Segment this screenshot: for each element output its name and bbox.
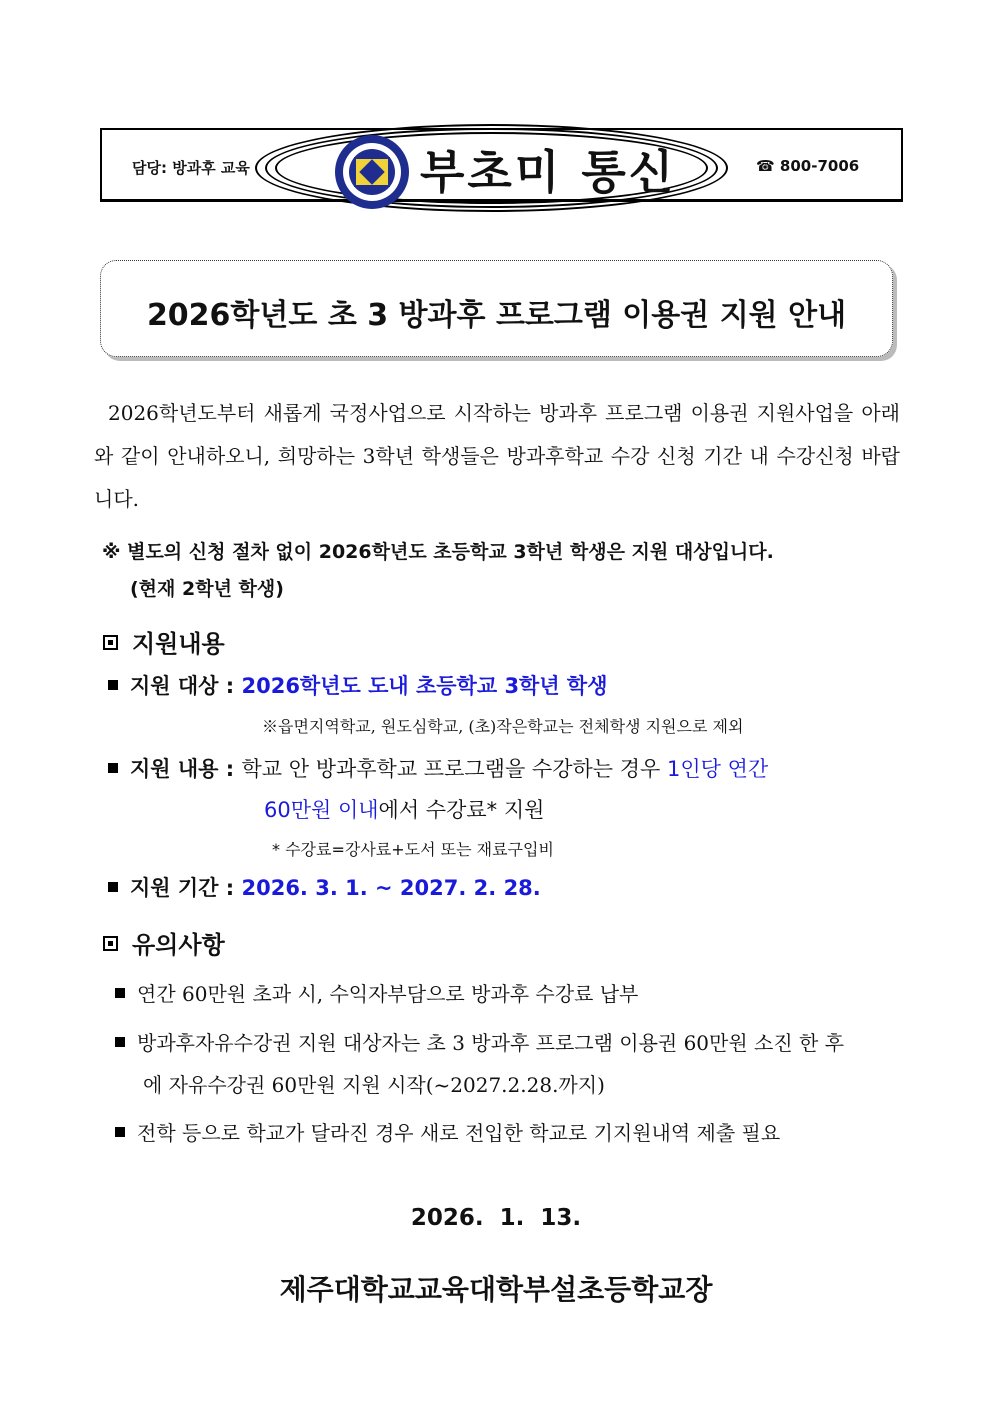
school-emblem-icon	[335, 135, 409, 209]
support-content: 지원 내용 : 학교 안 방과후학교 프로그램을 수강하는 경우 1인당 연간	[108, 753, 768, 783]
signer-name: 제주대학교교육대학부설초등학교장	[279, 1273, 713, 1306]
support-content-line2: 60만원 이내에서 수강료* 지원	[264, 798, 545, 822]
caution-item-2-cont: 에 자유수강권 60만원 지원 시작(~2027.2.28.까지)	[143, 1073, 605, 1097]
caution-item-2: 방과후자유수강권 지원 대상자는 초 3 방과후 프로그램 이용권 60만원 소진 한 후	[115, 1027, 844, 1056]
support-target: 지원 대상 : 2026학년도 도내 초등학교 3학년 학생	[108, 670, 608, 700]
bullet-square-icon	[115, 988, 125, 998]
bullet-square-icon	[115, 1127, 125, 1137]
bullet-square-icon	[108, 763, 118, 773]
support-heading: 지원내용	[103, 624, 225, 659]
intro-paragraph: 2026학년도부터 새롭게 국정사업으로 시작하는 방과후 프로그램 이용권 지원사업을 아래와 같이 안내하오니, 희망하는 3학년 학생들은 방과후학교 수강 신청 기간 내 수강신청 바랍니다.	[94, 401, 900, 511]
caution-heading: 유의사항	[103, 925, 225, 960]
section-box-icon	[103, 635, 118, 650]
support-target-value: 2026학년도 도내 초등학교 3학년 학생	[241, 674, 608, 698]
bullet-square-icon	[115, 1037, 125, 1047]
support-target-note: ※읍면지역학교, 원도심학교, (초)작은학교는 전체학생 지원으로 제외	[262, 717, 744, 736]
document-title: 2026학년도 초 3 방과후 프로그램 이용권 지원 안내	[146, 298, 847, 333]
issue-date: 2026. 1. 13.	[410, 1205, 582, 1231]
contact-phone: ☎ 800-7006	[756, 157, 860, 175]
contact-department: 담당: 방과후 교육	[132, 159, 250, 177]
support-period-value: 2026. 3. 1. ~ 2027. 2. 28.	[241, 876, 541, 900]
bullet-square-icon	[108, 882, 118, 892]
newsletter-title: 부초미 통신	[420, 145, 677, 199]
notice-line1: ※ 별도의 신청 절차 없이 2026학년도 초등학교 3학년 학생은 지원 대상입니다.	[102, 541, 774, 563]
caution-item-1: 연간 60만원 초과 시, 수익자부담으로 방과후 수강료 납부	[115, 978, 638, 1007]
notice-line2: (현재 2학년 학생)	[130, 578, 284, 600]
section-box-icon	[103, 936, 118, 951]
caution-item-3: 전학 등으로 학교가 달라진 경우 새로 전입한 학교로 기지원내역 제출 필요	[115, 1117, 780, 1146]
support-content-note: * 수강료=강사료+도서 또는 재료구입비	[272, 840, 554, 859]
bullet-square-icon	[108, 680, 118, 690]
support-period: 지원 기간 : 2026. 3. 1. ~ 2027. 2. 28.	[108, 872, 541, 902]
